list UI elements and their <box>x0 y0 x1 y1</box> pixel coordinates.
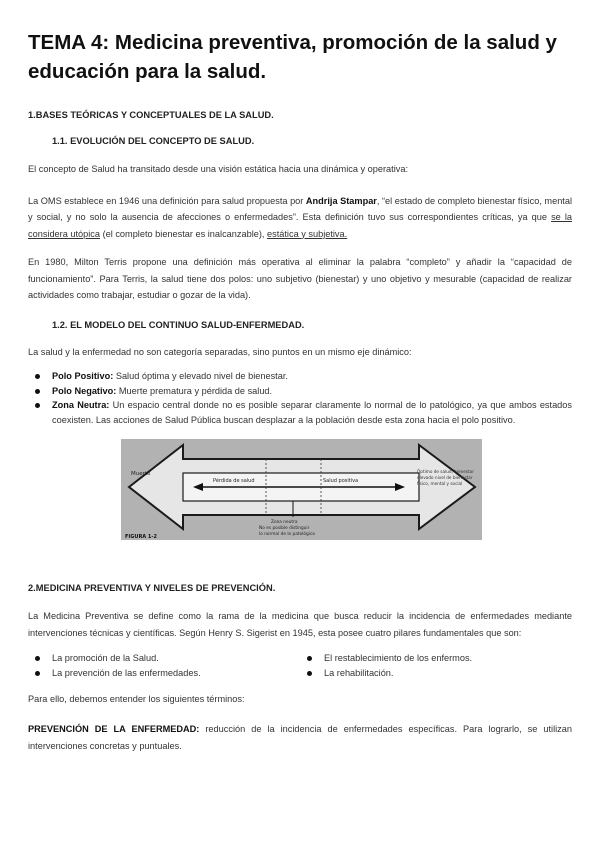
list-item: La promoción de la Salud. <box>28 651 300 666</box>
oms-text-c: , “el estado de completo bienestar físico, mental y social, y no solo la ausencia de afecciones o enfermedades”. Esta definición tuvo sus correspondientes críticas, ya que <box>28 195 573 222</box>
section-2-heading: 2.MEDICINA PREVENTIVA Y NIVELES DE PREVENCIÓN. <box>28 583 276 594</box>
list-item-label: Polo Positivo: <box>52 371 114 381</box>
optimo-label-1: Óptimo de salud, bienestar <box>417 469 474 475</box>
zona-neutra-label-3: lo normal de lo patológico <box>259 532 315 538</box>
continuum-figure <box>121 439 482 540</box>
subsection-1-2-heading: 1.2. EL MODELO DEL CONTINUO SALUD-ENFERMEDAD. <box>52 319 305 330</box>
pillars-list-left <box>28 651 300 680</box>
subsection-1-1-heading: 1.1. EVOLUCIÓN DEL CONCEPTO DE SALUD. <box>52 136 255 146</box>
prevencion-label: PREVENCIÓN DE LA ENFERMEDAD: <box>28 724 200 735</box>
paragraph-terminos: Para ello, debemos entender los siguientes términos: <box>28 693 245 704</box>
paragraph-medicina-preventiva: La Medicina Preventiva se define como la rama de la medicina que busca reducir la incidencia de enfermedades mediante intervenciones técnicas y científicas. Según Henry S. Sigerist en 1945, esta posee cuatro pilares fundamentales que son: <box>28 611 572 638</box>
paragraph-terris: En 1980, Milton Terris propone una definición más operativa al eliminar la palabra “completo” y añadir la “capacidad de funcionamiento”. Para Terris, la salud tiene dos polos: uno subjetivo (bienestar) y uno objetivo y mesurable (capacidad de realizar actividades como trabajar, estudiar o gozar de la vida). <box>28 257 572 300</box>
list-item: La rehabilitación. <box>300 666 572 681</box>
prevencion-text: reducción de la incidencia de enfermedades específicas. Para lograrlo, se utilizan intervenciones concretas y puntuales. <box>28 724 572 751</box>
paragraph-continuo: La salud y la enfermedad no son categoría separadas, sino puntos en un mismo eje dinámico: <box>28 346 412 357</box>
salud-positiva-label: Salud positiva <box>323 478 359 485</box>
oms-text-a: La OMS establece en 1946 una definición para salud propuesta por <box>28 195 306 206</box>
list-item: El restablecimiento de los enfermos. <box>300 651 572 666</box>
zona-neutra-label-1: Zona neutra <box>271 520 298 526</box>
optimo-label-3: físico, mental y social <box>417 481 463 487</box>
list-item: La prevención de las enfermedades. <box>28 666 300 681</box>
pillars-columns <box>28 651 572 680</box>
list-item-label: Zona Neutra: <box>52 400 110 411</box>
stampar-name: Andrija Stampar <box>305 195 377 206</box>
list-item-text: Muerte prematura y pérdida de salud. <box>116 385 273 396</box>
paragraph-oms <box>28 193 572 243</box>
list-item <box>28 398 572 427</box>
list-item-label: Polo Negativo: <box>52 385 117 396</box>
list-item-text: Salud óptima y elevado nivel de bienestar. <box>113 371 288 381</box>
pillars-list-right <box>300 651 572 680</box>
paragraph-concepto: El concepto de Salud ha transitado desde una visión estática hacia una dinámica y operativa: <box>28 164 408 174</box>
poles-list <box>28 369 572 427</box>
paragraph-prevencion <box>28 721 572 754</box>
optimo-label-2: elevado nivel de bienestar <box>417 475 473 481</box>
list-item-text: Un espacio central donde no es posible separar claramente lo normal de lo patológico, ya que ambos estados coexisten. Las acciones de Salud Pública buscan desplazar a la población desde esta zona hacia el polo positivo. <box>52 400 572 425</box>
estatica-underline: estática y subjetiva. <box>267 228 348 239</box>
continuum-diagram <box>121 439 482 540</box>
list-item <box>28 369 572 384</box>
muerte-label: Muerte <box>131 471 151 478</box>
section-1-heading: 1.BASES TEÓRICAS Y CONCEPTUALES DE LA SALUD. <box>28 110 274 120</box>
perdida-salud-label: Pérdida de salud <box>213 478 255 485</box>
figure-caption: FIGURA 1-2 <box>125 534 157 541</box>
oms-text-e: (el completo bienestar es inalcanzable), <box>100 228 268 239</box>
list-item <box>28 384 572 399</box>
utopica-underline: se la considera utópica <box>28 212 572 239</box>
page-title: TEMA 4: Medicina preventiva, promoción de la salud y educación para la salud. <box>28 31 557 83</box>
zona-neutra-label-2: No es posible distinguir <box>259 526 310 532</box>
